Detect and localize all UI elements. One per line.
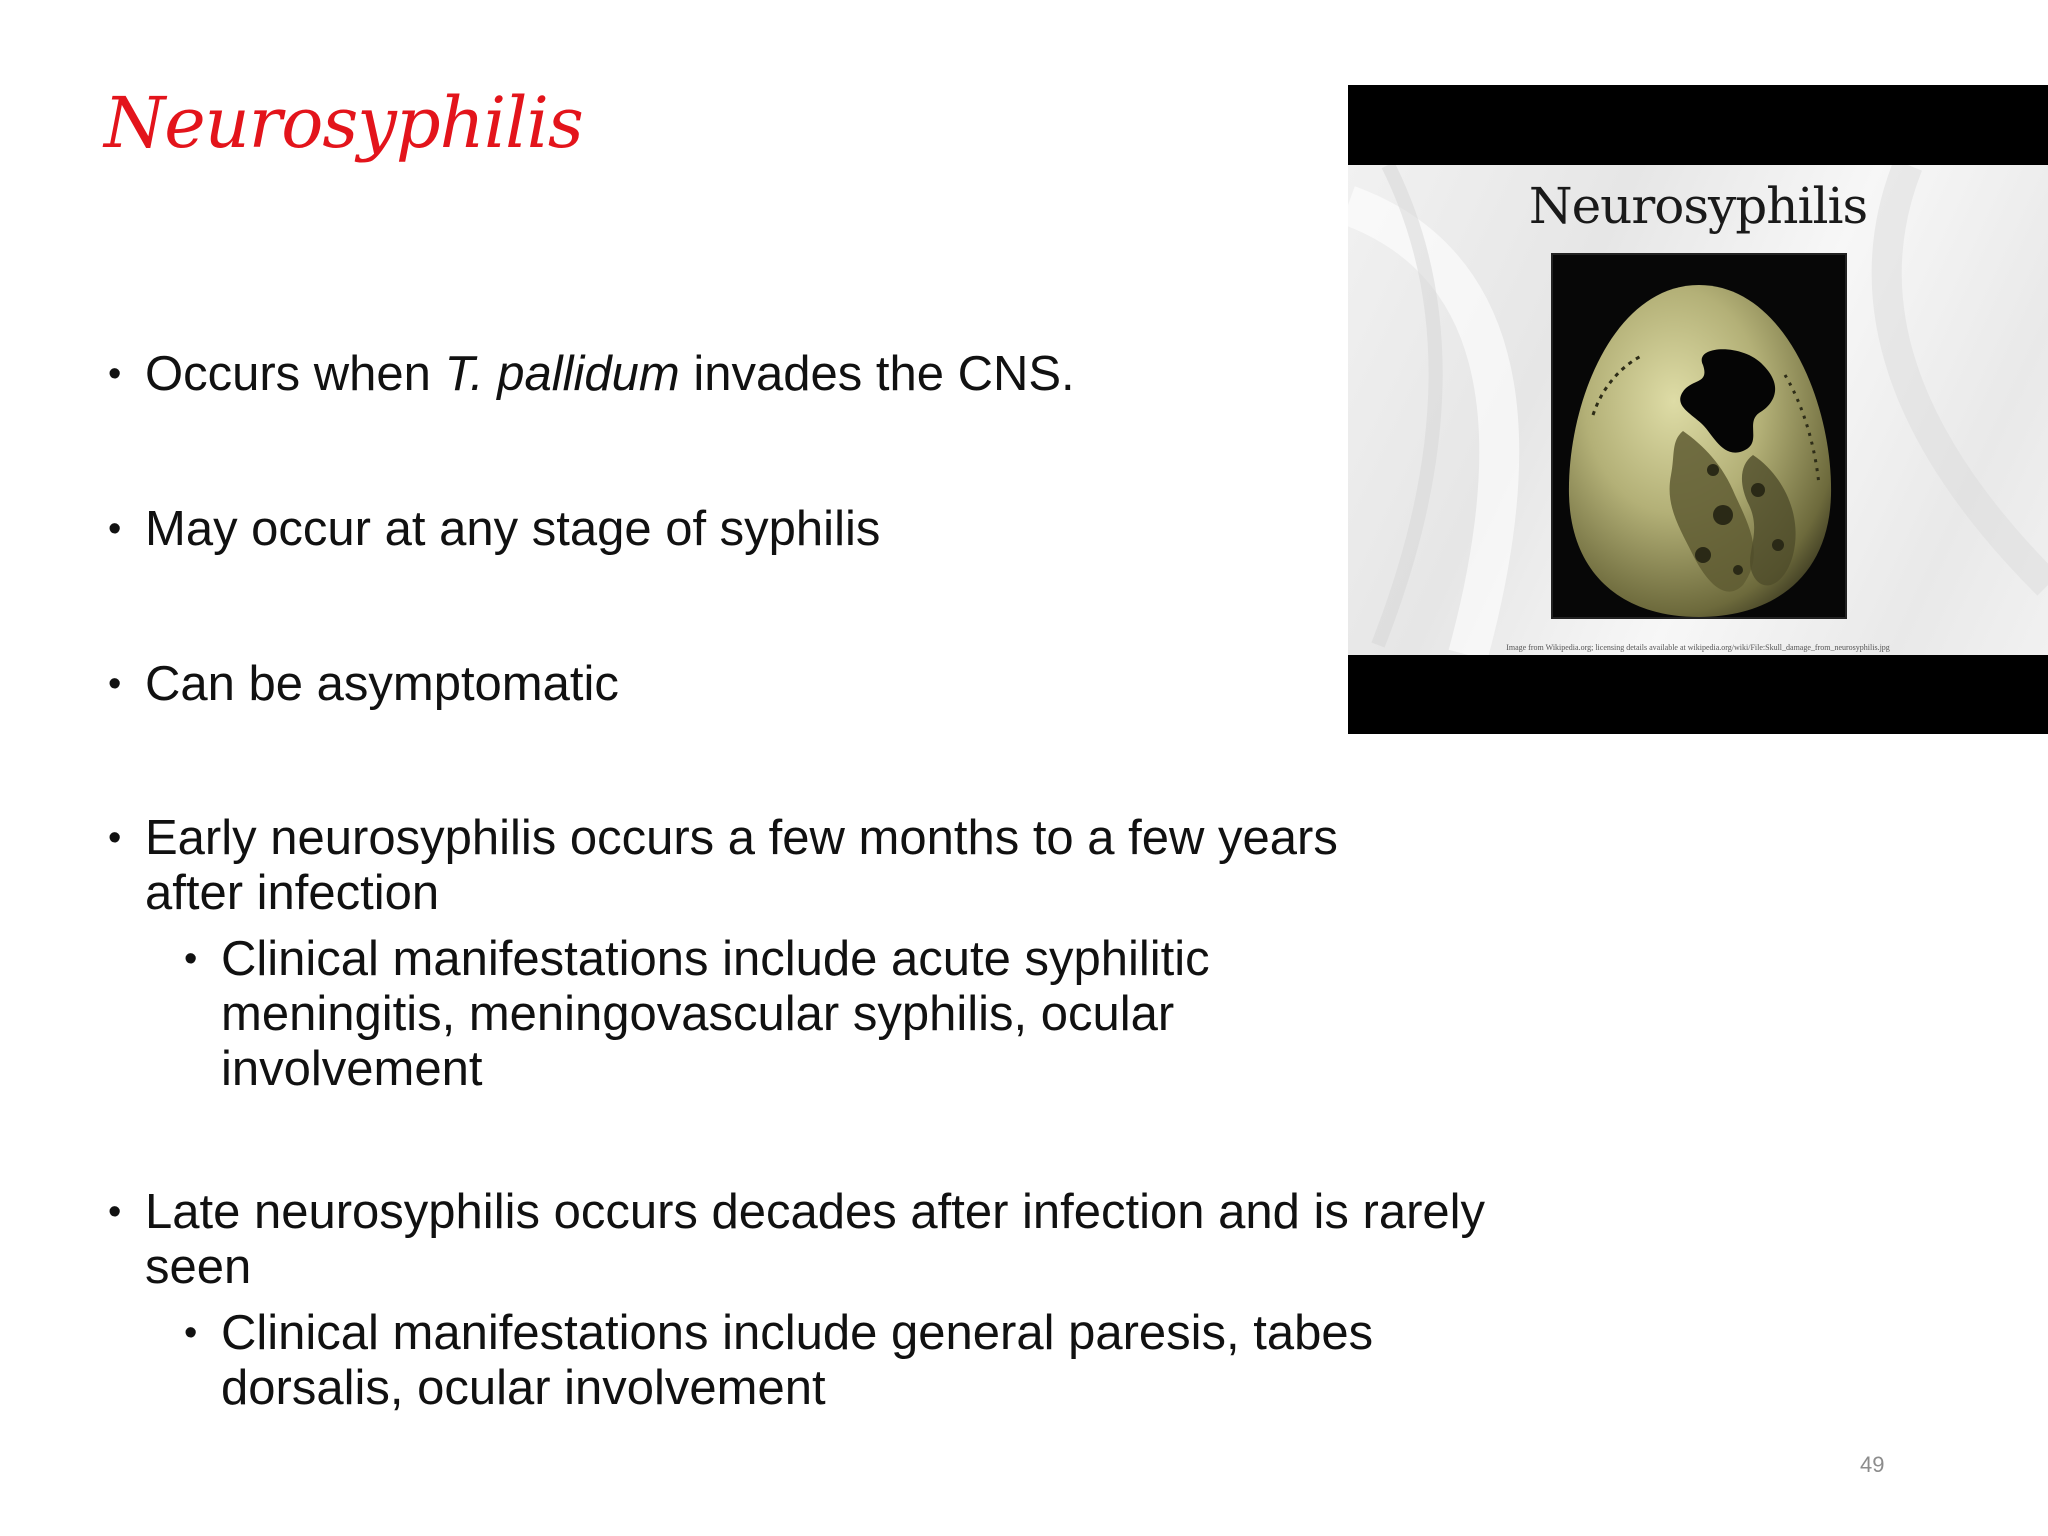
bullet-item: [108, 811, 1448, 921]
bullet-text: Can be asymptomatic: [145, 657, 619, 711]
bullet-dot-icon: •: [108, 663, 122, 705]
bullet-dot-icon: •: [108, 817, 122, 859]
bullet-text: Early neurosyphilis occurs a few months to a few years after infection: [145, 811, 1338, 920]
skull-icon: [1553, 255, 1845, 617]
skull-image: [1551, 253, 1847, 619]
sub-bullet-text: Clinical manifestations include general paresis, tabes dorsalis, ocular involvement: [221, 1306, 1374, 1415]
bullet-dot-icon: •: [108, 1191, 122, 1233]
bullet-text: [145, 347, 1468, 402]
bullet-item: [108, 502, 1468, 557]
bullet-item: [108, 347, 1468, 402]
bullet-item: [108, 1185, 1488, 1295]
video-thumbnail: [1348, 85, 2048, 734]
bullet-text-part: invades the CNS.: [679, 347, 1075, 401]
bullet-dot-icon: •: [108, 353, 122, 395]
bullet-dot-icon: •: [184, 938, 198, 980]
video-title: Neurosyphilis: [1528, 177, 1868, 235]
bullet-item: [108, 657, 1468, 712]
bullet-dot-icon: •: [108, 508, 122, 550]
bullet-text: Late neurosyphilis occurs decades after infection and is rarely seen: [145, 1185, 1486, 1294]
image-caption: Image from Wikipedia.org; licensing details available at wikipedia.org/wiki/File:Skull_damage_from_neurosyphilis.jpg: [1506, 643, 1890, 652]
page-number: 49: [1860, 1452, 1885, 1477]
sub-bullet-item: [184, 1306, 1504, 1416]
letterbox-bar-bottom: [1348, 655, 2048, 734]
species-name: T. pallidum: [444, 347, 680, 401]
bullet-dot-icon: •: [184, 1312, 198, 1354]
sub-bullet-item: [184, 932, 1434, 1097]
bullet-text: May occur at any stage of syphilis: [145, 502, 881, 556]
slide-title: Neurosyphilis: [104, 82, 583, 164]
sub-bullet-text: Clinical manifestations include acute syphilitic meningitis, meningovascular syphilis, ocular involvement: [221, 932, 1210, 1096]
bullet-text-part: Occurs when: [145, 347, 445, 401]
